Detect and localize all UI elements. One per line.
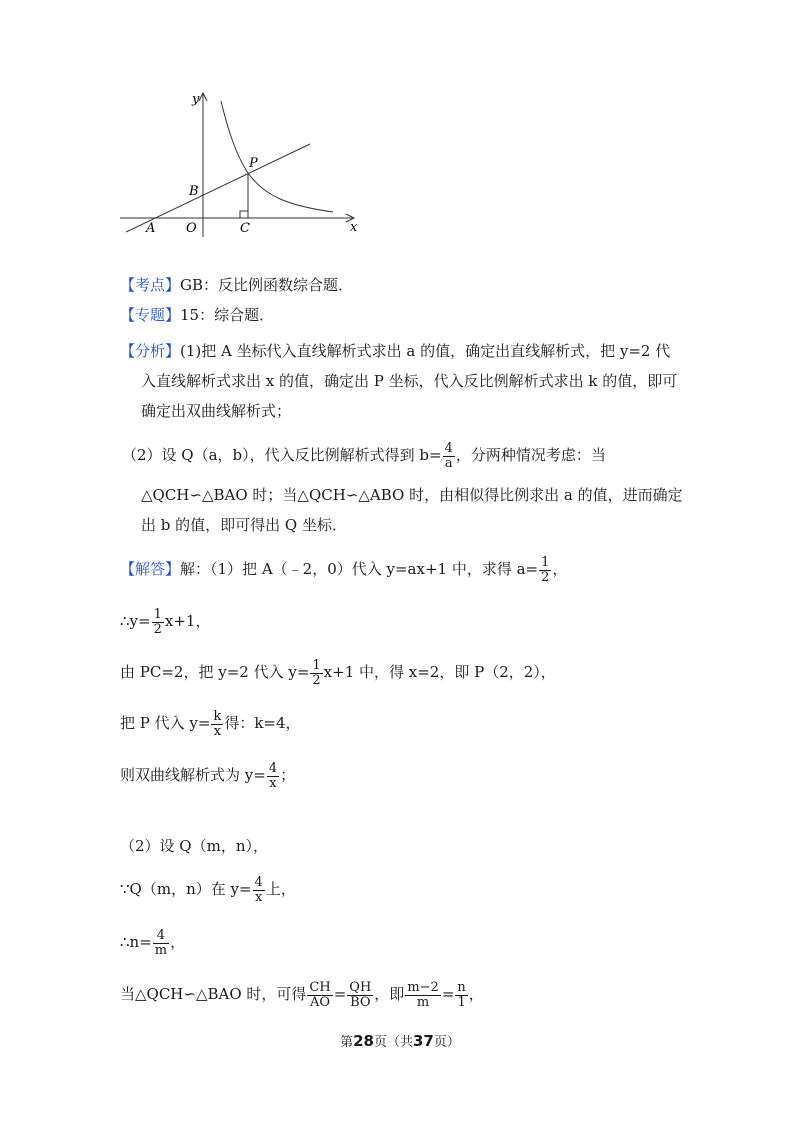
equals-sign: = <box>333 985 347 1004</box>
jieda-line-6: （2）设 Q（m，n）， <box>120 837 268 855</box>
numerator: m−2 <box>407 980 439 995</box>
jieda-l1-prefix: 解：（1）把 A（﹣2，0）代入 y=ax+1 中，求得 a= <box>180 560 539 579</box>
jieda-l8-suffix: ， <box>170 933 186 952</box>
fraction <box>310 659 322 687</box>
label-a: A <box>146 221 156 236</box>
jieda-l9-suffix: ， <box>468 985 484 1004</box>
denominator: m <box>416 994 430 1010</box>
denominator: m <box>154 942 168 958</box>
jieda-l4-suffix: 得：k=4， <box>224 714 301 733</box>
coordinate-graph <box>110 85 370 245</box>
footer-text-b: 页（共 <box>373 1035 413 1050</box>
denominator: x <box>213 723 222 739</box>
numerator: n <box>457 980 466 995</box>
jieda-line-7 <box>120 876 296 904</box>
numerator: 4 <box>444 441 453 456</box>
fraction <box>347 981 373 1009</box>
kaodian-tag: 【考点】 <box>120 276 181 294</box>
jieda-line-1 <box>120 556 567 584</box>
jieda-l7-suffix: 上， <box>265 880 296 899</box>
fenxi-p2-suffix: ，分两种情况考虑：当 <box>455 446 606 465</box>
fenxi-text-1: (1)把 A 坐标代入直线解析式求出 a 的值，确定出直线解析式，把 y=2 代 <box>180 342 671 360</box>
fenxi-line-1 <box>120 340 670 362</box>
jieda-line-4 <box>120 710 301 738</box>
label-b: B <box>189 184 199 199</box>
jieda-line-8 <box>120 929 185 957</box>
page-number: 28 <box>353 1032 374 1050</box>
kaodian-line <box>120 274 353 296</box>
denominator: 2 <box>153 621 162 637</box>
jieda-l1-suffix: ， <box>552 560 568 579</box>
jieda-l3-prefix: 由 PC=2，把 y=2 代入 y= <box>120 663 310 682</box>
jieda-l9-mid: ，即 <box>374 985 405 1004</box>
fraction <box>443 442 455 470</box>
jieda-line-5 <box>120 762 295 790</box>
fraction <box>253 876 265 904</box>
label-x: x <box>350 220 358 235</box>
label-c: C <box>240 221 250 236</box>
numerator: 4 <box>153 929 169 944</box>
fraction <box>307 981 332 1009</box>
fraction <box>153 929 169 957</box>
right-angle-mark <box>240 211 248 218</box>
numerator: 1 <box>153 607 162 622</box>
fenxi-p2-prefix: （2）设 Q（a，b），代入反比例解析式得到 b= <box>122 446 442 465</box>
denominator: 2 <box>312 672 321 688</box>
jieda-l8-prefix: ∴n= <box>120 933 152 952</box>
footer-text-a: 第 <box>340 1035 354 1050</box>
fenxi-p2-line-3: 出 b 的值，即可得出 Q 坐标． <box>141 516 347 534</box>
fraction <box>539 556 551 584</box>
hyperbola-curve <box>221 101 333 212</box>
label-o: O <box>186 221 197 236</box>
fenxi-tag: 【分析】 <box>120 342 181 360</box>
jieda-l9-prefix: 当△QCH∽△BAO 时，可得 <box>120 985 307 1004</box>
total-pages: 37 <box>413 1032 434 1050</box>
kaodian-text: GB：反比例函数综合题． <box>180 276 354 294</box>
jieda-l7-prefix: ∵Q（m，n）在 y= <box>120 880 252 899</box>
jieda-l5-prefix: 则双曲线解析式为 y= <box>120 766 266 785</box>
jieda-line-9 <box>120 981 484 1009</box>
footer-text-c: 页） <box>433 1035 460 1050</box>
jieda-l3-suffix: x+1 中，得 x=2，即 P（2，2）， <box>323 663 556 682</box>
zhuanti-text: 15：综合题． <box>180 306 275 324</box>
label-y: y <box>192 92 200 107</box>
fenxi-line-3: 确定出双曲线解析式； <box>141 402 292 420</box>
jieda-line-2 <box>120 608 210 636</box>
numerator: QH <box>349 980 372 995</box>
jieda-l5-suffix: ； <box>280 766 296 785</box>
denominator: 2 <box>541 569 550 585</box>
label-p: P <box>249 156 258 171</box>
jieda-l4-prefix: 把 P 代入 y= <box>120 714 211 733</box>
denominator: AO <box>310 994 331 1010</box>
page-footer <box>0 1031 800 1050</box>
numerator: 4 <box>268 761 278 776</box>
jieda-l2-prefix: ∴y= <box>120 612 151 631</box>
fraction <box>455 981 467 1009</box>
fenxi-line-2: 入直线解析式求出 x 的值，确定出 P 坐标，代入反比例解析式求出 k 的值，即可 <box>141 372 678 390</box>
denominator: 1 <box>457 994 466 1010</box>
denominator: x <box>255 889 263 905</box>
jieda-tag: 【解答】 <box>120 560 181 579</box>
numerator: k <box>213 709 222 724</box>
numerator: 4 <box>254 875 263 890</box>
denominator: a <box>444 455 453 471</box>
fenxi-p2-line-1 <box>122 442 606 470</box>
numerator: 1 <box>541 555 550 570</box>
numerator: 1 <box>312 658 321 673</box>
fraction <box>211 710 223 738</box>
fraction <box>152 608 164 636</box>
fenxi-p2-line-2: △QCH∽△BAO 时；当△QCH∽△ABO 时，由相似得比例求出 a 的值，进而确定 <box>141 486 683 504</box>
line-ab <box>126 144 310 232</box>
numerator: CH <box>309 980 331 995</box>
equals-sign: = <box>441 985 455 1004</box>
denominator: x <box>269 775 277 791</box>
jieda-l2-suffix: x+1， <box>164 612 211 631</box>
fraction <box>405 981 441 1009</box>
jieda-line-3 <box>120 659 556 687</box>
fraction <box>267 762 279 790</box>
zhuanti-tag: 【专题】 <box>120 306 181 324</box>
zhuanti-line <box>120 304 274 326</box>
denominator: BO <box>350 994 371 1010</box>
